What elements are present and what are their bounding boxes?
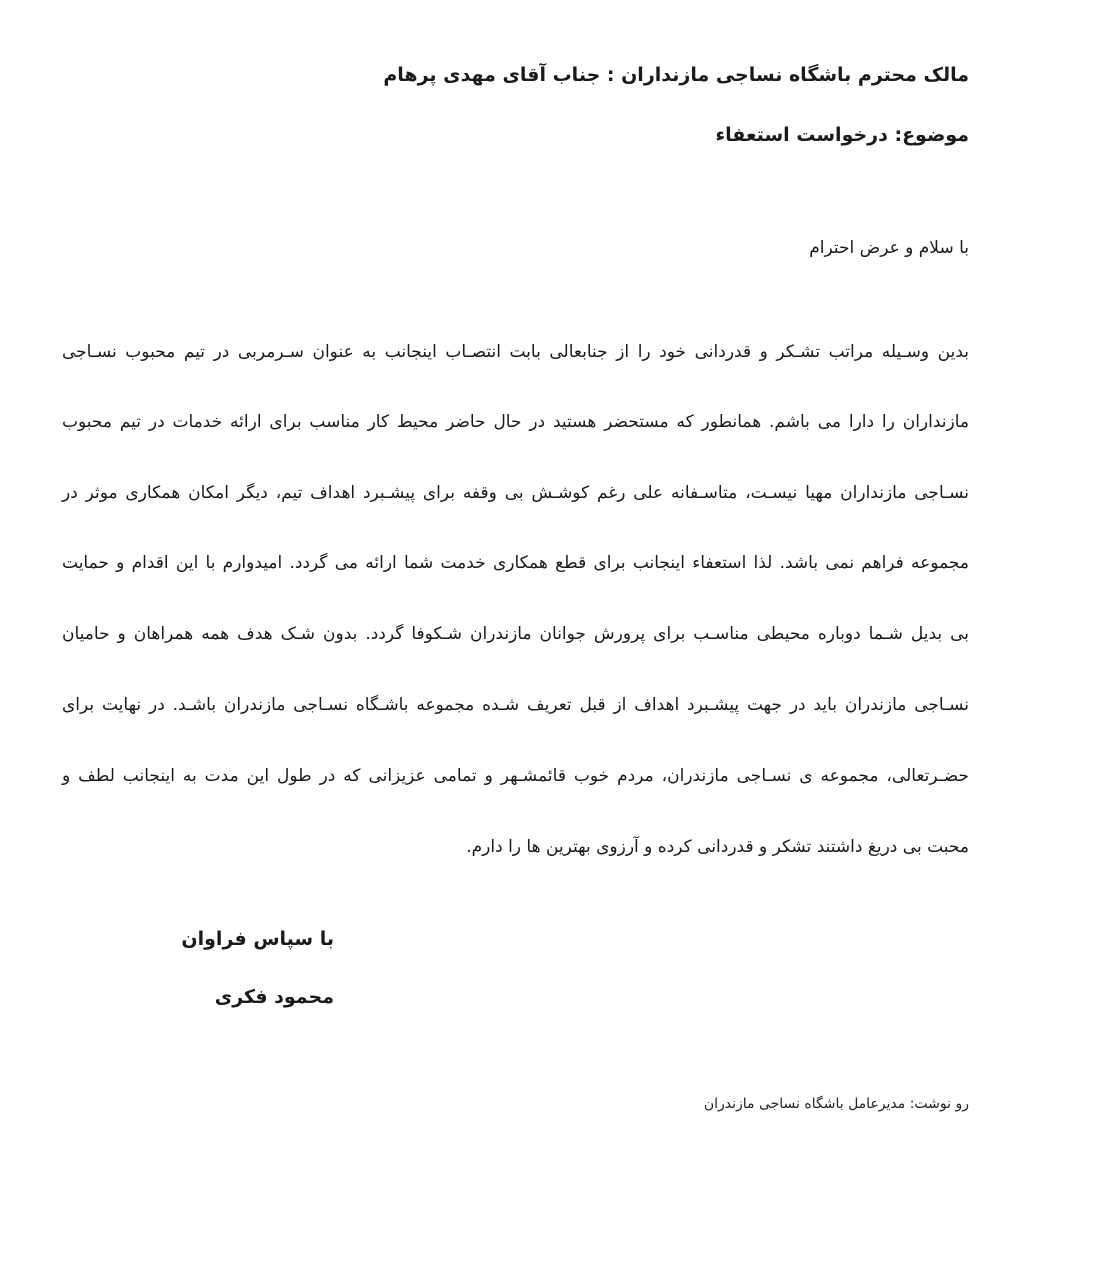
closing-phrase: با سپاس فراوان (181, 928, 334, 950)
cc-note: رو نوشت: مدیرعامل باشگاه نساجی مازندران (703, 1096, 969, 1112)
body-line: حضـرتعالی، مجموعه ی نسـاجی مازندران، مردم خوب قائمشـهر و تمامی عزیزانی که در طول این مدت به اینجانب لطف و (62, 766, 969, 786)
body-line: بی بدیل شـما دوباره محیطی مناسـب برای پرورش جوانان مازندران شـکوفا گردد. بدون شـک هدف همه همراهان و حامیان (62, 624, 969, 644)
body-line: بدین وسـیله مراتب تشـکر و قدردانی خود را از جنابعالی بابت انتصـاب اینجانب به عنوان سـرمربی در تیم محبوب نسـاجی (62, 342, 969, 362)
salutation: با سلام و عرض احترام (809, 238, 969, 258)
body-line: محبت بی دریغ داشتند تشکر و قدردانی کرده و آرزوی بهترین ها را دارم. (466, 837, 969, 857)
subject-line: موضوع: درخواست استعفاء (715, 124, 969, 146)
body-line: نسـاجی مازندران باید در جهت پیشـبرد اهداف از قبل تعریف شـده مجموعه باشـگاه نسـاجی مازندران باشـد. در نهایت برای (62, 695, 969, 715)
body-line: مازنداران را دارا می باشم. همانطور که مستحضر هستید در حال حاضر محیط کار مناسب برای ارائه خدمات در تیم محبوب (62, 412, 969, 432)
body-line: مجموعه فراهم نمی باشد. لذا استعفاء اینجانب برای قطع همکاری خدمت شما ارائه می گردد. امیدوارم با این اقدام و حمایت (62, 553, 969, 573)
signature-name: محمود فکری (214, 986, 334, 1008)
body-line: نسـاجی مازنداران مهیا نیسـت، متاسـفانه علی رغم کوشـش بی وقفه برای پیشـبرد اهداف تیم، دیگر امکان همکاری موثر در (62, 483, 969, 503)
recipient-line: مالک محترم باشگاه نساجی مازنداران : جناب آقای مهدی پرهام (383, 64, 969, 86)
